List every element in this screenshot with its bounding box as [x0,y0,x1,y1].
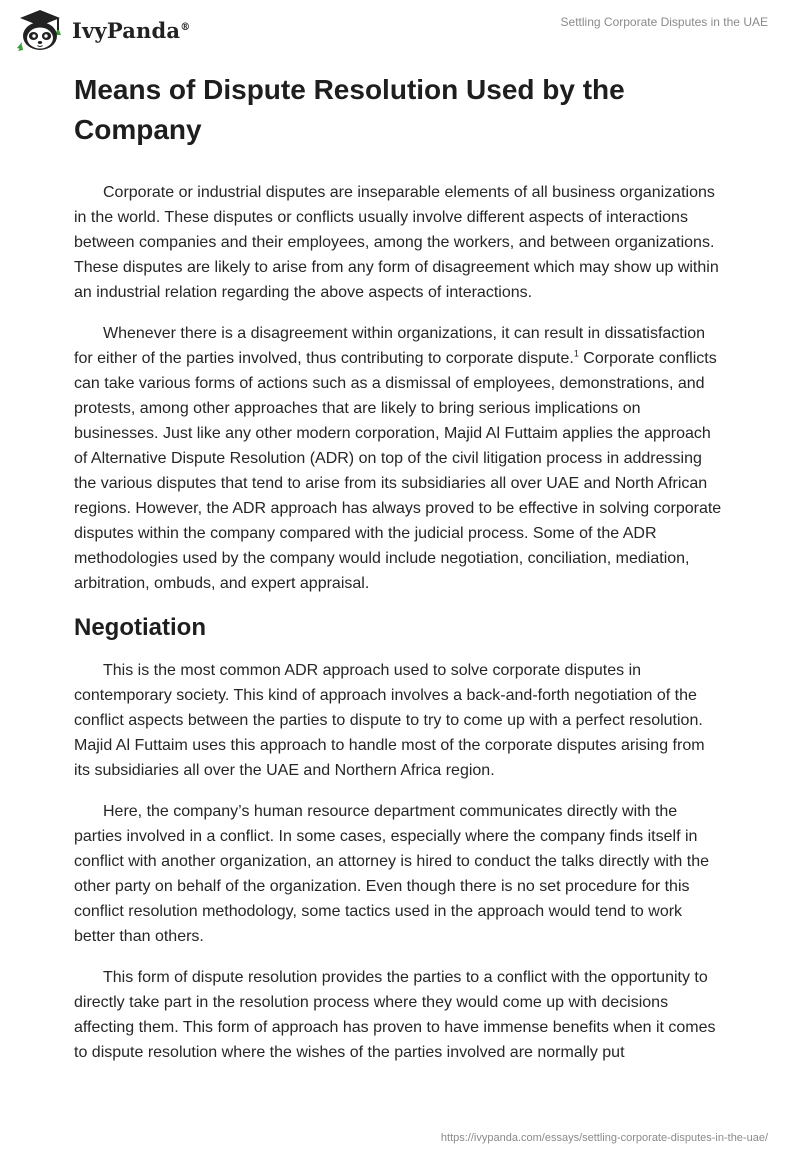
panda-graduate-icon [14,8,66,52]
section-heading-negotiation: Negotiation [74,614,206,641]
ivypanda-logo[interactable] [14,8,190,52]
paragraph-disagreement [74,321,724,596]
article-body [74,70,724,1081]
page-title: Means of Dispute Resolution Used by the Company [74,74,625,145]
paragraph-negotiation-3: This form of dispute resolution provides the parties to a conflict with the opportunity to directly take part in the resolution process where they would come up with decisions affecting them. This form of approach has proven to have immense benefits when it comes to dispute resolution where the wishes of the parties involved are normally put [74,969,716,1061]
source-url[interactable]: https://ivypanda.com/essays/settling-corporate-disputes-in-the-uae/ [440,1132,768,1144]
paragraph-intro: Corporate or industrial disputes are inseparable elements of all business organizations in the world. These disputes or conflicts usually involve different aspects of interactions between companies and their employees, among the workers, and between organizations. These disputes are likely to arise from any form of disagreement which may show up within an industrial relation regarding the above aspects of interactions. [74,184,719,301]
paragraph-text: Corporate conflicts can take various forms of actions such as a dismissal of employees, demonstrations, and protests, among other approaches that are likely to bring serious implications on businesses. Just like any other modern corporation, Majid Al Futtaim applies the approach of Alternative Dispute Resolution (ADR) on top of the civil litigation process in addressing the various disputes that tend to arise from its subsidiaries all over UAE and North African regions. However, the ADR approach has always proved to be effective in solving corporate disputes within the company compared with the judicial process. Some of the ADR methodologies used by the company would include negotiation, conciliation, mediation, arbitration, ombuds, and expert appraisal. [74,350,722,592]
footnote-reference[interactable]: 1 [573,348,579,359]
paragraph-negotiation-1: This is the most common ADR approach used to solve corporate disputes in contemporary society. This kind of approach involves a back-and-forth negotiation of the conflict aspects between the parties to dispute to try to come up with a perfect resolution. Majid Al Futtaim uses this approach to handle most of the corporate disputes arising from its subsidiaries all over the UAE and Northern Africa region. [74,662,705,779]
page-header [0,0,800,60]
paragraph-negotiation-2: Here, the company’s human resource department communicates directly with the parties involved in a conflict. In some cases, especially where the company finds itself in conflict with another organization, an attorney is hired to conduct the talks directly with the other party on behalf of the organization. Even though there is no set procedure for this conflict resolution methodology, some tactics used in the approach would tend to work better than others. [74,803,710,945]
document-title: Settling Corporate Disputes in the UAE [560,15,768,29]
logo-wordmark: IvyPanda® [72,17,191,43]
paragraph-text: Whenever there is a disagreement within organizations, it can result in dissatisfaction for either of the parties involved, thus contributing to corporate dispute. [74,325,706,367]
registered-mark: ® [180,21,191,33]
